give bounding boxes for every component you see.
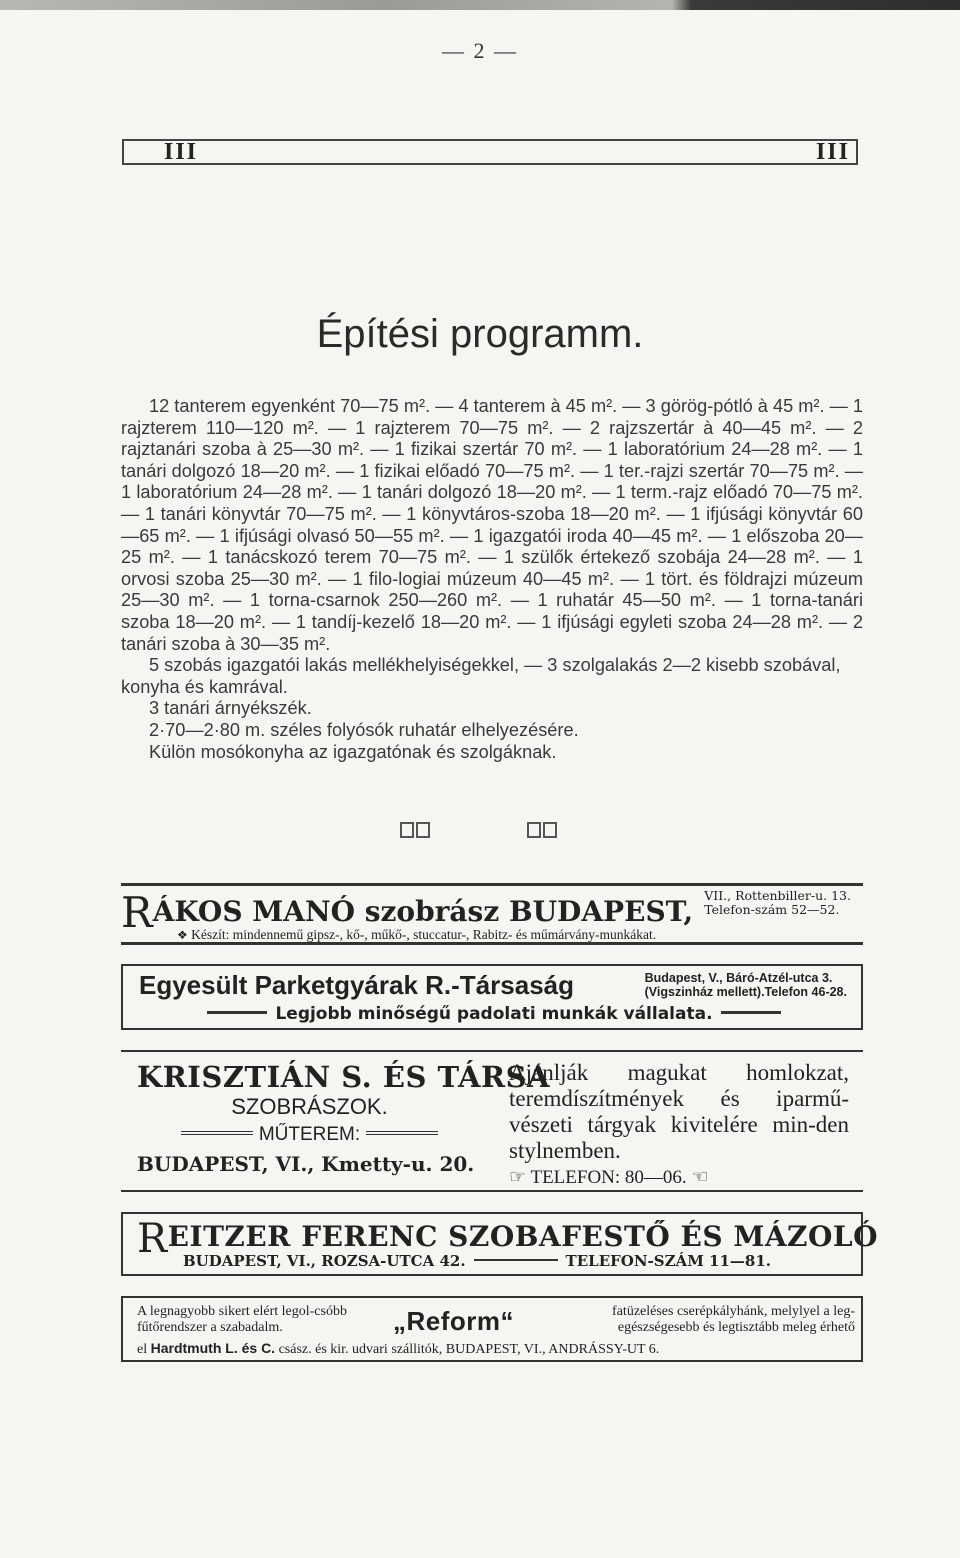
ad-rakos-initial: R xyxy=(121,888,153,937)
ad-krisztian-studio: MŰTEREM: xyxy=(258,1124,361,1145)
ad-reitzer-initial: R xyxy=(137,1216,168,1262)
divider-square-icon xyxy=(400,822,414,838)
director-flat-line: 5 szobás igazgatói lakás mellékhelyiségekkel, — 3 szolgalakás 2—2 kisebb szobával, konyha és kamrával. xyxy=(121,655,841,697)
ad-krisztian-name: KRISZTIÁN S. ÉS TÁRSA xyxy=(137,1060,551,1094)
ad-reform-brand: „Reform“ xyxy=(393,1306,515,1336)
corridors-line: 2·70—2·80 m. széles folyósók ruhatár elhelyezésére. xyxy=(149,719,579,740)
header-bar-left-mark: III xyxy=(164,139,199,165)
ad-krisztian xyxy=(121,1050,863,1192)
ad-reitzer-address: BUDAPEST, VI., ROZSA-UTCA 42. xyxy=(183,1252,466,1270)
ad-reitzer-name: EITZER FERENC SZOBAFESTŐ ÉS MÁZOLÓ xyxy=(167,1220,878,1253)
rule-right xyxy=(366,1131,438,1135)
rule-right xyxy=(721,1011,781,1014)
divider-square-icon xyxy=(527,822,541,838)
ad-krisztian-address: BUDAPEST, VI., Kmetty-u. 20. xyxy=(137,1152,475,1176)
ad-reform-bottom-pre: el xyxy=(137,1342,148,1357)
ad-rakos-services: Készít: mindennemű gipsz-, kő-, műkő-, stuccatur-, Rabitz- és műmárvány-munkákat. xyxy=(191,927,657,942)
ad-parketta-address xyxy=(645,971,847,999)
divider-square-icon xyxy=(416,822,430,838)
ad-parketta-street: Budapest, V., Báró-Atzél-utca 3. xyxy=(644,971,833,985)
ad-reform-bottom-post: csász. és kir. udvari szállitók, BUDAPEST, VI., ANDRÁSSY-UT 6. xyxy=(278,1342,660,1357)
ad-reform-right: fatüzeléses cserépkályhánk, melylyel a leg-egészségesebb és legtisztább meleg érhető xyxy=(612,1304,855,1335)
body-text xyxy=(121,396,863,763)
hand-ornament-icon: ❖ xyxy=(177,928,188,942)
ad-reform-bottom-bold: Hardtmuth L. és C. xyxy=(150,1340,276,1356)
ad-reform xyxy=(121,1296,863,1362)
hand-pointer-icon: ☜ xyxy=(691,1167,709,1188)
header-bar-right-mark: III xyxy=(815,139,850,165)
ad-rakos-address xyxy=(704,889,851,917)
laundry-line: Külön mosókonyha az igazgatónak és szolgáknak. xyxy=(149,741,557,762)
ad-krisztian-offer: Ajánlják magukat homlokzat, teremdíszítmények és iparmű-vészeti tárgyak kivitelére min-den stylnemben. xyxy=(509,1060,849,1163)
divider-square-icon xyxy=(543,822,557,838)
page-number: — 2 — xyxy=(442,38,518,63)
ad-rakos-street: VII., Rottenbiller-u. 13. xyxy=(704,888,851,903)
ad-reitzer xyxy=(121,1212,878,1276)
scan-top-strip xyxy=(0,0,960,10)
page-title: Építési programm. xyxy=(316,312,644,356)
ad-parketta-name: Egyesült Parketgyárak R.-Társaság xyxy=(139,970,574,1000)
rule-left xyxy=(207,1011,267,1014)
ad-krisztian-role: SZOBRÁSZOK. xyxy=(231,1094,388,1119)
ad-parketgyarak xyxy=(121,964,863,1030)
ad-reitzer-phone: TELEFON-SZÁM 11—81. xyxy=(565,1252,771,1270)
ad-rakos-phone: Telefon-szám 52—52. xyxy=(704,902,840,917)
hand-pointer-icon: ☞ xyxy=(509,1167,527,1188)
rule-left xyxy=(181,1131,253,1135)
header-ornament-bar xyxy=(122,139,858,165)
ad-rakos-name: ÁKOS MANÓ szobrász BUDAPEST, xyxy=(152,895,694,928)
ad-krisztian-phone: TELEFON: 80—06. xyxy=(530,1167,687,1188)
rule-middle xyxy=(474,1259,558,1261)
ad-parketta-phone: (Vigszinház mellett).Telefon 46-28. xyxy=(644,985,847,999)
ad-reform-left: A legnagyobb sikert elért legol-csóbb fűtőrendszer a szabadalm. xyxy=(137,1304,347,1335)
section-divider-ornament xyxy=(0,822,960,842)
toilets-line: 3 tanári árnyékszék. xyxy=(149,698,312,719)
ad-rakos-mano xyxy=(121,883,863,945)
rooms-paragraph: 12 tanterem egyenként 70—75 m². — 4 tanterem à 45 m². — 3 görög-pótló à 45 m². — 1 rajzterem 110—120 m². — 1 rajzterem 70—75 m². — 2 rajzszertár à 40—45 m². — 2 rajztanári szoba à 25—30 m². — 1 fizikai szertár 70 m². — 1 laboratórium 24—28 m². — 1 tanári dolgozó 18—20 m². — 1 fizikai előadó 70—75 m². — 1 ter.-rajzi szertár 70—75 m². — 1 laboratórium 24—28 m². — 1 tanári dolgozó 18—20 m². — 1 term.-rajz előadó 70—75 m². — 1 tanári könyvtár 70—75 m². — 1 könyvtáros-szoba 18—20 m². — 1 ifjúsági könyvtár 60—65 m². — 1 ifjúsági olvasó 50—55 m². — 1 igazgatói iroda 40—45 m². — 1 előszoba 20—25 m². — 1 tanácskozó terem 70—75 m². — 1 szülők értekező szobája 24—28 m². — 1 orvosi szoba 25—30 m². — 1 filo-logiai múzeum 40—45 m². — 1 tört. és földrajzi múzeum 25—30 m². — 1 torna-csarnok 250—260 m². — 1 ruhatár 45—50 m². — 1 torna-tanári szoba 18—20 m². — 1 tandíj-kezelő 18—20 m². — 1 ifjúsági egyleti szoba 24—28 m². — 2 tanári szoba à 30—35 m². xyxy=(121,396,863,654)
ad-parketta-tagline: Legjobb minőségű padolati munkák vállalata. xyxy=(275,1004,713,1024)
